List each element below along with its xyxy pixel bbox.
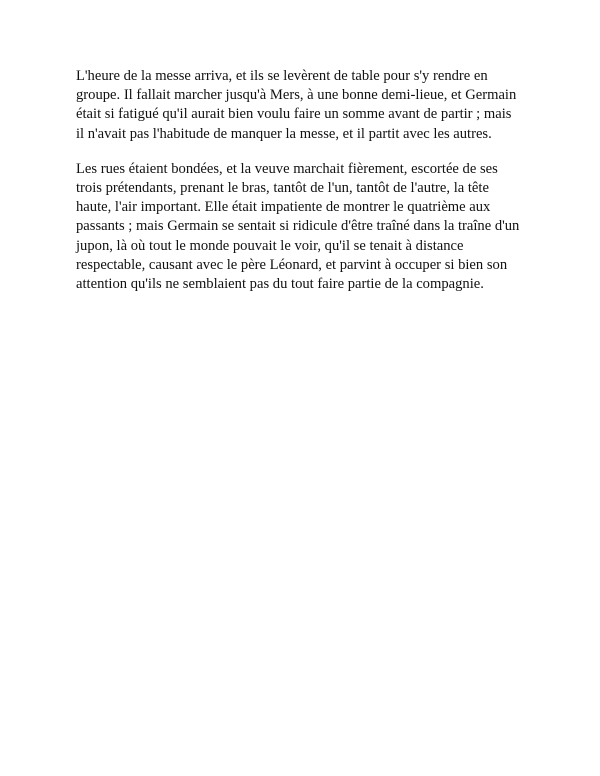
paragraph-line: il n'avait pas l'habitude de manquer la messe, et il partit avec les autres. xyxy=(76,125,492,142)
paragraph-line: haute, l'air important. Elle était impatiente de montrer le quatrième aux xyxy=(76,199,491,216)
paragraph-1 xyxy=(76,67,526,144)
document-body xyxy=(76,67,526,310)
paragraph-line: respectable, causant avec le père Léonard, et parvint à occuper si bien son xyxy=(76,256,508,273)
paragraph-line: trois prétendants, prenant le bras, tantôt de l'un, tantôt de l'autre, la tête xyxy=(76,180,489,197)
paragraph-line: jupon, là où tout le monde pouvait le voir, qu'il se tenait à distance xyxy=(76,237,464,254)
paragraph-line: passants ; mais Germain se sentait si ridicule d'être traîné dans la traîne d'un xyxy=(76,218,520,235)
paragraph-2 xyxy=(76,160,526,294)
paragraph-line: était si fatigué qu'il aurait bien voulu faire un somme avant de partir ; mais xyxy=(76,106,512,123)
paragraph-line: attention qu'ils ne semblaient pas du tout faire partie de la compagnie. xyxy=(76,276,484,293)
paragraph-line: groupe. Il fallait marcher jusqu'à Mers, à une bonne demi-lieue, et Germain xyxy=(76,87,517,104)
paragraph-line: L'heure de la messe arriva, et ils se levèrent de table pour s'y rendre en xyxy=(76,68,488,84)
paragraph-line: Les rues étaient bondées, et la veuve marchait fièrement, escortée de ses xyxy=(76,160,498,177)
